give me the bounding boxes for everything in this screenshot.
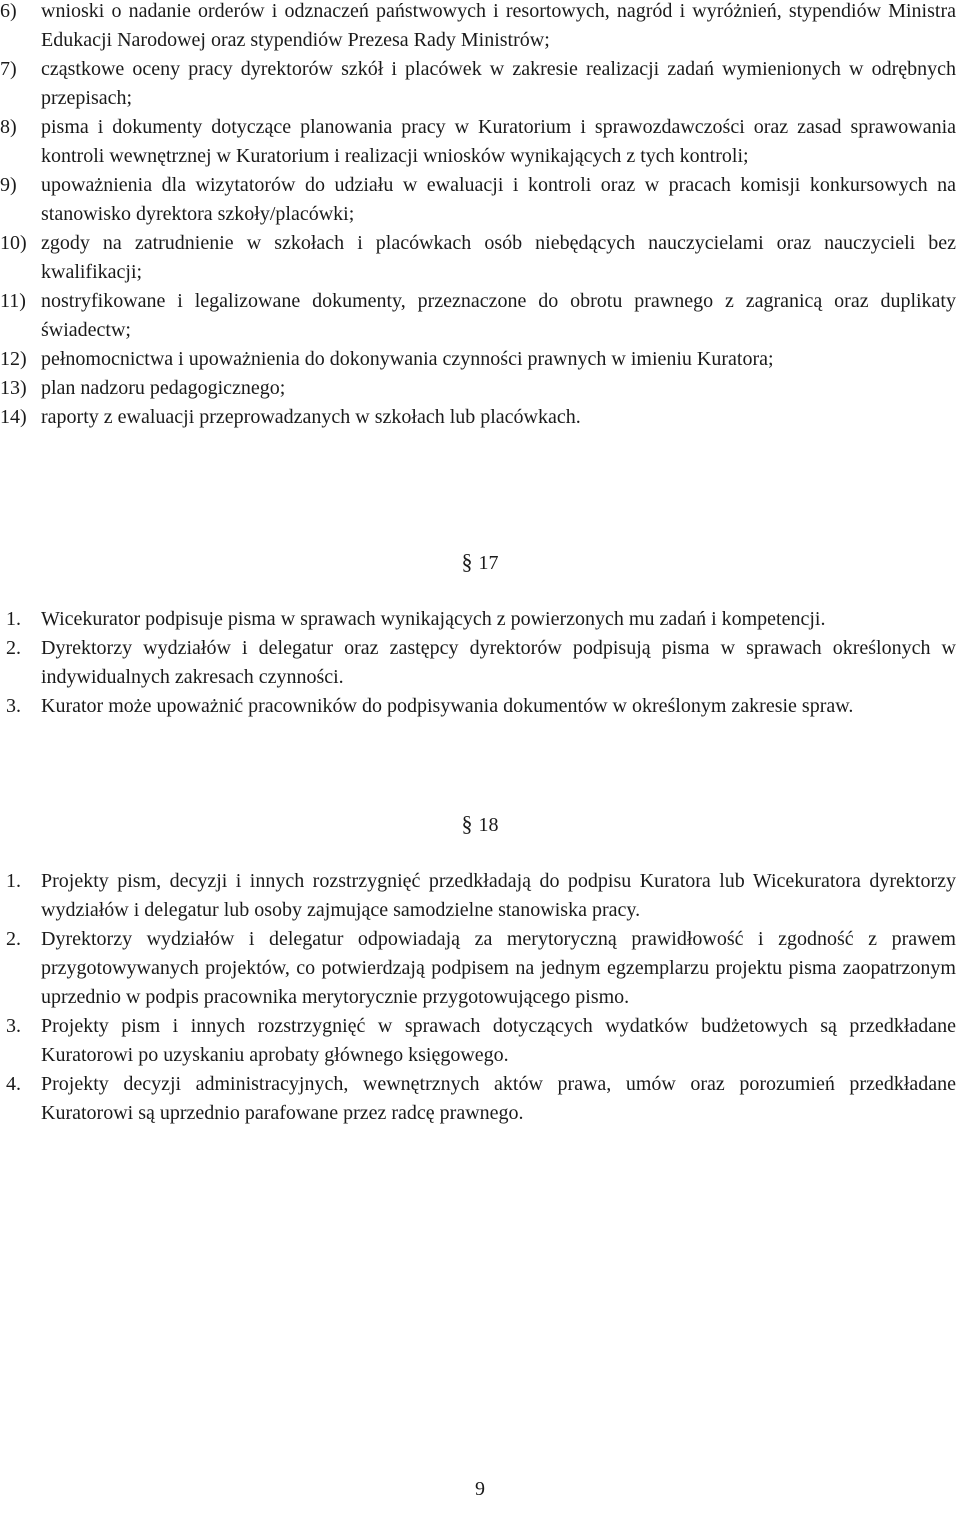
list-item-text: Projekty decyzji administracyjnych, wewnętrznych aktów prawa, umów oraz porozumień przedkładane Kuratorowi są uprzednio parafowane przez radcę prawnego. (41, 1073, 956, 1124)
list-item-text: nostryfikowane i legalizowane dokumenty, przeznaczone do obrotu prawnego z zagranicą oraz duplikaty świadectw; (41, 290, 956, 341)
list-item-text: Wicekurator podpisuje pisma w sprawach wynikających z powierzonych mu zadań i kompetencji. (41, 608, 826, 630)
list-item-number: 13) (0, 377, 27, 399)
list-item (0, 55, 956, 113)
paragraph-symbol: § (461, 811, 473, 836)
list-item-text: Dyrektorzy wydziałów i delegatur odpowiadają za merytoryczną prawidłowość i zgodność z prawem przygotowywanych projektów, co potwierdzają podpisem na jednym egzemplarzu projektu pisma zaopatrzonym uprzednio w podpis pracownika merytorycznie przygotowującego pismo. (41, 928, 956, 1008)
list-item-text: Projekty pism, decyzji i innych rozstrzygnięć przedkładają do podpisu Kuratora lub Wicekuratora dyrektorzy wydziałów i delegatur lub osoby zajmujące samodzielne stanowiska pracy. (41, 870, 956, 921)
list-item-text: upoważnienia dla wizytatorów do udziału w ewaluacji i kontroli oraz w pracach komisji konkursowych na stanowisko dyrektora szkoły/placówki; (41, 174, 956, 225)
list-item (0, 1070, 956, 1128)
list-item (0, 229, 956, 287)
section-heading-17 (0, 547, 960, 578)
list-item-number: 3. (6, 1015, 21, 1037)
list-item (0, 0, 956, 55)
list-item-text: Projekty pism i innych rozstrzygnięć w sprawach dotyczących wydatków budżetowych są przedkładane Kuratorowi po uzyskaniu aprobaty głównego księgowego. (41, 1015, 956, 1066)
section-18-list (0, 867, 956, 1128)
section-17-list (0, 605, 956, 721)
list-item-number: 14) (0, 406, 27, 428)
list-item-text: pełnomocnictwa i upoważnienia do dokonywania czynności prawnych w imieniu Kuratora; (41, 348, 774, 370)
list-item (0, 171, 956, 229)
section-number: 18 (478, 814, 499, 836)
list-item (0, 692, 956, 721)
list-item-number: 1. (6, 870, 21, 892)
list-item-text: Kurator może upoważnić pracowników do podpisywania dokumentów w określonym zakresie spraw. (41, 695, 854, 717)
list-item-number: 9) (0, 174, 17, 196)
list-item (0, 403, 956, 432)
list-item-number: 2. (6, 637, 21, 659)
list-item (0, 345, 956, 374)
list-item-number: 8) (0, 116, 17, 138)
list-item-text: pisma i dokumenty dotyczące planowania pracy w Kuratorium i sprawozdawczości oraz zasad sprawowania kontroli wewnętrznej w Kuratorium i realizacji wniosków wynikających z tych kontroli; (41, 116, 956, 167)
list-continued (0, 0, 956, 432)
list-item-text: plan nadzoru pedagogicznego; (41, 377, 286, 399)
list-item (0, 287, 956, 345)
list-item (0, 925, 956, 1012)
paragraph-symbol: § (461, 549, 473, 574)
list-item-text: zgody na zatrudnienie w szkołach i placówkach osób niebędących nauczycielami oraz nauczycieli bez kwalifikacji; (41, 232, 956, 283)
list-item (0, 1012, 956, 1070)
list-item-text: cząstkowe oceny pracy dyrektorów szkół i placówek w zakresie realizacji zadań wymienionych w odrębnych przepisach; (41, 58, 956, 109)
list-item (0, 113, 956, 171)
list-item-number: 12) (0, 348, 27, 370)
list-item-number: 2. (6, 928, 21, 950)
page-number: 9 (475, 1478, 485, 1500)
list-item-number: 11) (0, 290, 26, 312)
list-item (0, 867, 956, 925)
section-heading-18 (0, 809, 960, 840)
list-item-text: Dyrektorzy wydziałów i delegatur oraz zastępcy dyrektorów podpisują pisma w sprawach określonych w indywidualnych zakresach czynności. (41, 637, 956, 688)
list-item-number: 10) (0, 232, 27, 254)
list-item-number: 4. (6, 1073, 21, 1095)
list-item-text: wnioski o nadanie orderów i odznaczeń państwowych i resortowych, nagród i wyróżnień, stypendiów Ministra Edukacji Narodowej oraz stypendiów Prezesa Rady Ministrów; (41, 0, 956, 51)
list-item-text: raporty z ewaluacji przeprowadzanych w szkołach lub placówkach. (41, 406, 581, 428)
list-item-number: 3. (6, 695, 21, 717)
list-item (0, 605, 956, 634)
list-item-number: 1. (6, 608, 21, 630)
list-item-number: 7) (0, 58, 17, 80)
list-item (0, 634, 956, 692)
section-number: 17 (478, 552, 499, 574)
list-item (0, 374, 956, 403)
list-item-number: 6) (0, 0, 17, 22)
